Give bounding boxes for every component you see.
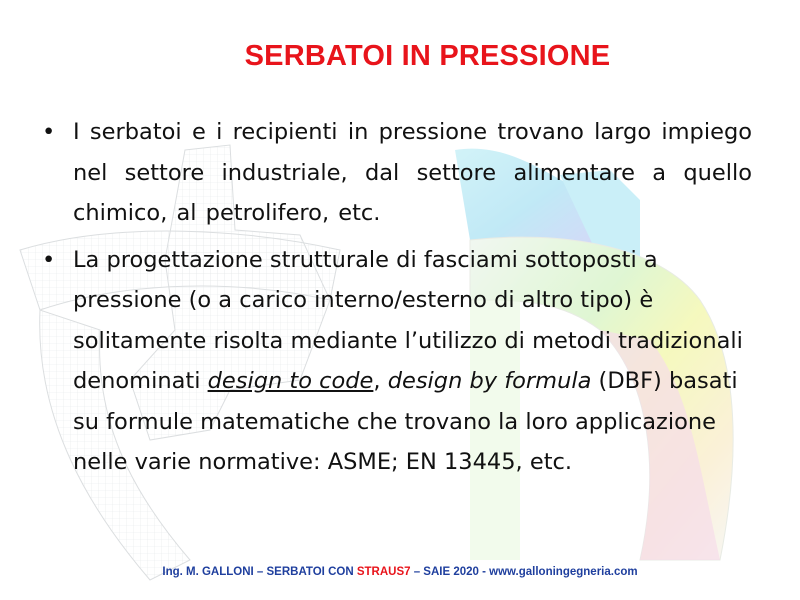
bullet-dot-icon: • xyxy=(42,119,56,145)
bullet-text-2-part1: La progettazione strutturale di fasciami sottoposti a pressione (o a carico interno/esterno di altro tipo) è solitamente risolta mediante l’utilizzo di metodi tradizionali denominati xyxy=(73,246,743,394)
bullet-dot-icon: • xyxy=(42,246,56,273)
slide-footer xyxy=(0,566,800,578)
footer-event-url: – SAIE 2020 - www.galloningegneria.com xyxy=(410,566,638,578)
footer-author: Ing. M. GALLONI – SERBATOI CON xyxy=(162,566,357,578)
bullet-text-2-part2: (DBF) basati su formule matematiche che trovano la loro applicazione nelle varie normative: ASME; EN 13445, etc. xyxy=(73,368,738,475)
design-to-code-text: design to code xyxy=(207,368,374,394)
bullet-item-2 xyxy=(40,240,752,483)
bullet-item-1 xyxy=(40,112,752,234)
bullet-list xyxy=(40,112,752,489)
slide-title: SERBATOI IN PRESSIONE xyxy=(244,40,611,72)
bullet-text-2-sep: , xyxy=(373,368,388,394)
design-by-formula-text: design by formula xyxy=(387,368,592,394)
bullet-text-1: I serbatoi e i recipienti in pressione trovano largo impiego nel settore industriale, dal settore alimentare a quello chimico, al petrolifero, etc. xyxy=(73,119,752,226)
footer-brand: STRAUS7 xyxy=(356,566,411,578)
